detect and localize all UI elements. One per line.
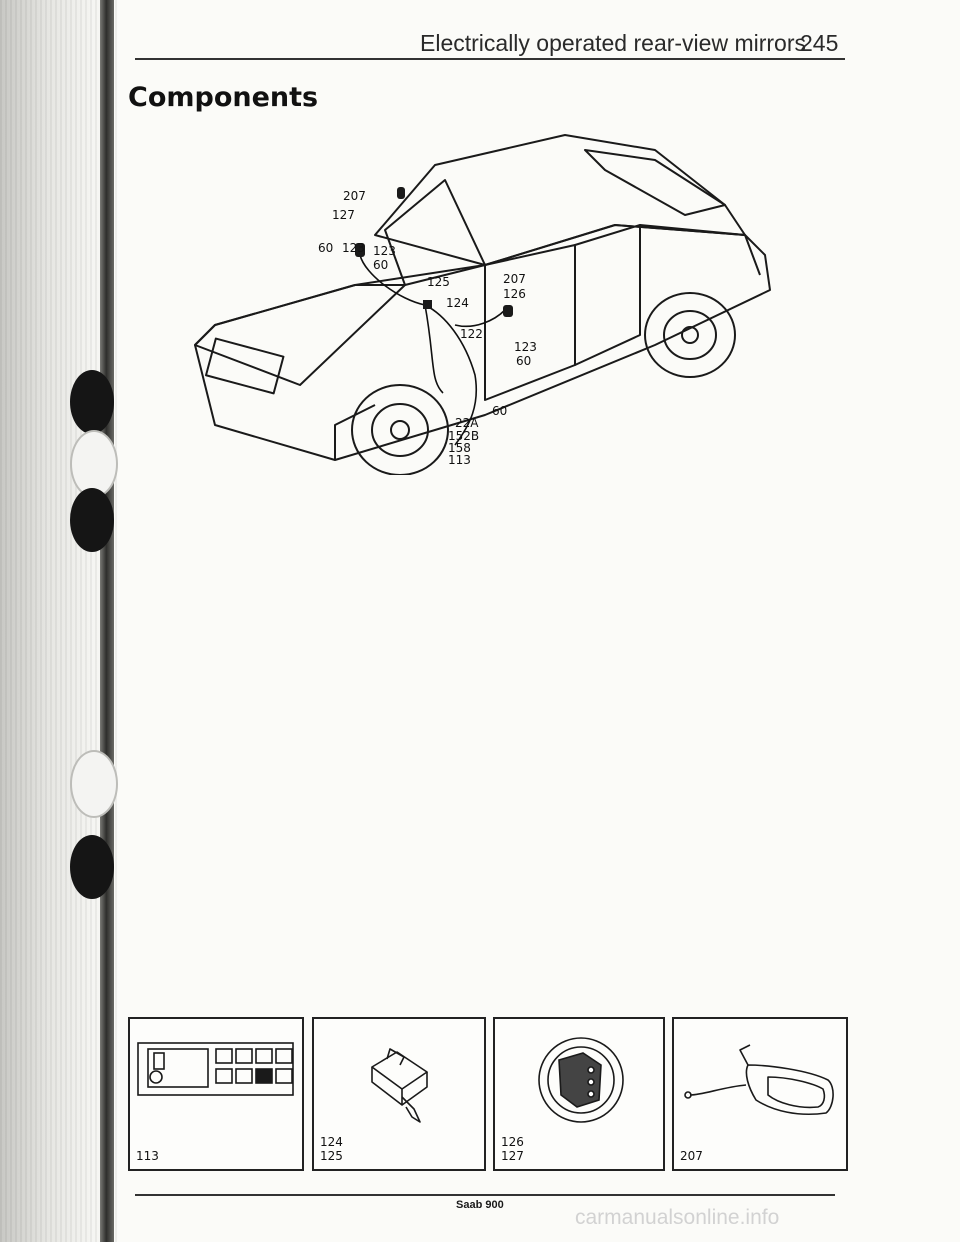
panel-label-list — [320, 1136, 343, 1164]
callout-label: 125 — [427, 275, 450, 289]
callout-label: 126 — [503, 287, 526, 301]
grille — [206, 339, 283, 394]
callout-label: 60 — [373, 258, 389, 272]
callout-label: 124 — [446, 296, 469, 310]
rear-window — [585, 150, 725, 215]
panel-label: 124 — [320, 1135, 343, 1150]
callout-label: 60 — [492, 404, 508, 418]
footer-text: Saab 900 — [456, 1199, 504, 1211]
callout-label: 158 — [448, 441, 471, 455]
panel-label-list — [501, 1136, 524, 1164]
panel-label: 127 — [501, 1149, 524, 1164]
rear-door — [575, 225, 640, 365]
car-components-illustration — [185, 125, 785, 475]
page-number: 245 — [800, 30, 839, 56]
door-mirror-drawing — [678, 1025, 843, 1135]
callout-label: 22A — [455, 416, 479, 430]
fuse-box-drawing — [134, 1025, 299, 1125]
binder-hole — [70, 835, 114, 899]
mirror-motor-drawing — [521, 1025, 641, 1135]
front-door — [485, 245, 575, 400]
hood — [195, 285, 405, 385]
section-title: Components — [128, 82, 319, 113]
panel-label: 125 — [320, 1149, 343, 1164]
callout-label: 123 — [342, 241, 365, 255]
header-rule — [135, 58, 845, 60]
callout-label: 122 — [460, 327, 483, 341]
component-panel-126-127 — [493, 1017, 665, 1171]
callout-label: 123 — [373, 244, 396, 258]
callout-label: 123 — [514, 340, 537, 354]
callout-label: 207 — [343, 189, 366, 203]
callout-label: 60 — [318, 241, 334, 255]
car-roof — [375, 135, 745, 265]
mirror-switch-drawing — [342, 1027, 462, 1137]
watermark: carmanualsonline.info — [575, 1206, 780, 1229]
panel-label-list — [136, 1150, 159, 1164]
header-title: Electrically operated rear-view mirrors — [420, 30, 806, 56]
panel-label-list — [680, 1150, 703, 1164]
component-panel-113 — [128, 1017, 304, 1171]
binder-hole — [70, 750, 118, 818]
binder-hole — [70, 370, 114, 434]
callout-label: 207 — [503, 272, 526, 286]
rear-wheel — [645, 293, 735, 377]
component-panel-124-125 — [312, 1017, 486, 1171]
footer-rule — [135, 1194, 835, 1196]
callout-label: 113 — [448, 453, 471, 467]
binder-spine — [100, 0, 114, 1242]
component-panel-207 — [672, 1017, 848, 1171]
panel-label: 207 — [680, 1149, 703, 1164]
panel-label: 126 — [501, 1135, 524, 1150]
callout-label: 152B — [448, 429, 480, 443]
panel-label: 113 — [136, 1149, 159, 1164]
binder-hole — [70, 488, 114, 552]
callout-label: 127 — [332, 208, 355, 222]
callout-label: 60 — [516, 354, 532, 368]
